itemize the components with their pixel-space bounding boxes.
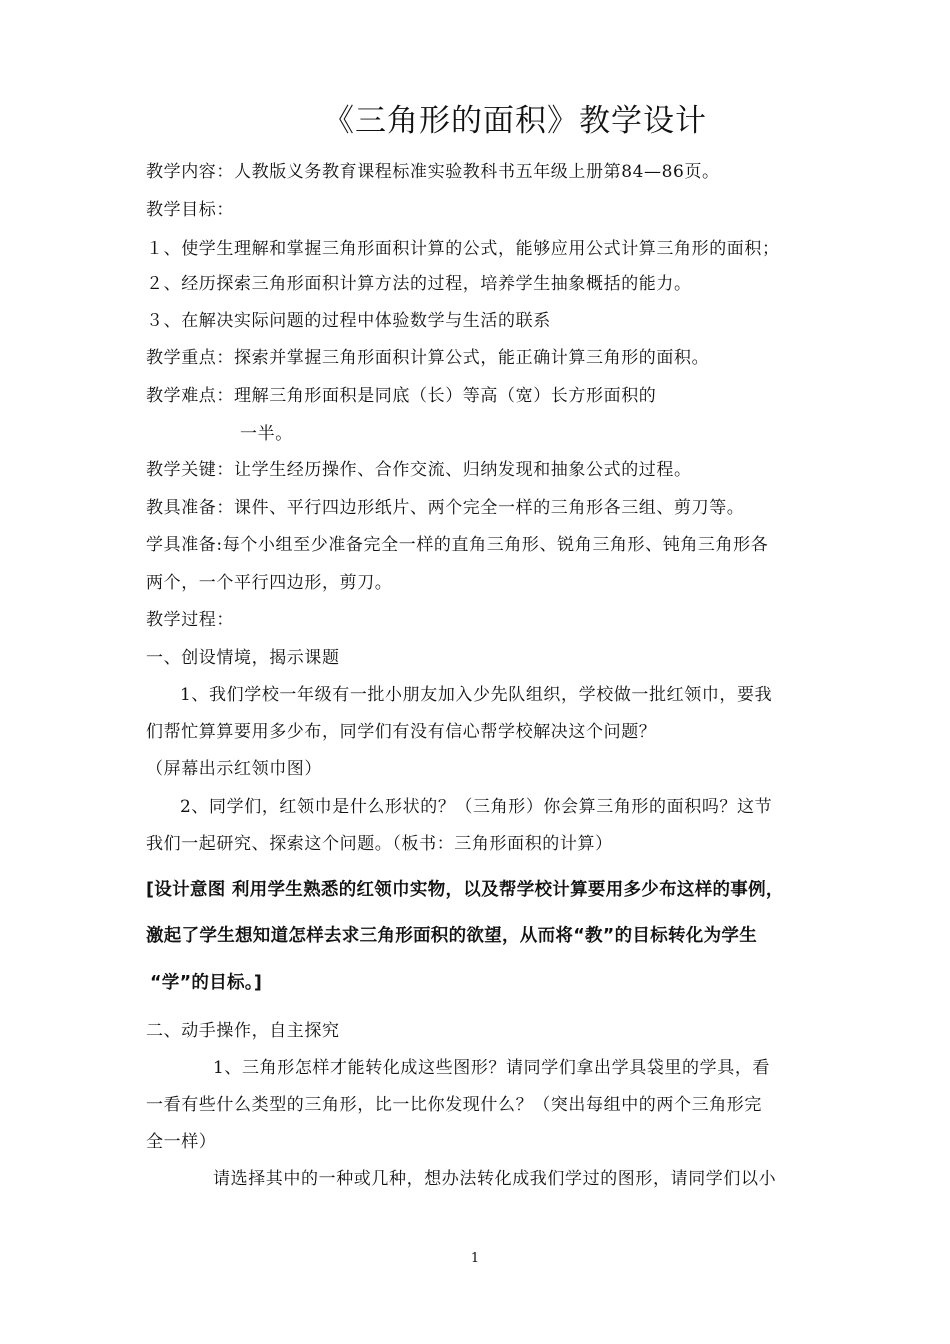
student-materials-continued: 两个，一个平行四边形，剪刀。 [146,573,393,593]
document-title: 《三角形的面积》教学设计 [323,103,707,139]
student-materials: 学具准备:每个小组至少准备完全一样的直角三角形、锐角三角形、钝角三角形各 [146,535,769,555]
difficulty: 教学难点：理解三角形面积是同底（长）等高（宽）长方形面积的 [146,386,657,406]
design-intent-line-1: [设计意图 利用学生熟悉的红领巾实物，以及帮学校计算要用多少布这样的事例， [146,880,784,900]
paragraph-2-line-1: 2、同学们，红领巾是什么形状的？（三角形）你会算三角形的面积吗？这节 [180,797,773,817]
objectives-heading: 教学目标： [146,200,234,220]
paragraph-3-line-1: 1、三角形怎样才能转化成这些图形？请同学们拿出学具袋里的学具，看 [213,1058,771,1078]
teaching-key: 教学关键：让学生经历操作、合作交流、归纳发现和抽象公式的过程。 [146,460,692,480]
teaching-content: 教学内容：人教版义务教育课程标准实验教科书五年级上册第84—86页。 [146,162,720,182]
paragraph-3-line-3: 全一样） [146,1132,217,1152]
paragraph-1-line-2: 们帮忙算算要用多少布，同学们有没有信心帮学校解决这个问题？ [146,722,657,742]
objective-3: ３、在解决实际问题的过程中体验数学与生活的联系 [146,311,551,331]
process-heading: 教学过程： [146,610,234,630]
paragraph-2-line-2: 我们一起研究、探索这个问题。（板书：三角形面积的计算） [146,834,613,854]
screen-note: （屏幕出示红领巾图） [146,759,322,779]
objective-1: １、使学生理解和掌握三角形面积计算的公式，能够应用公式计算三角形的面积； [146,239,780,259]
difficulty-continued: 一半。 [240,424,293,444]
paragraph-4-line-1: 请选择其中的一种或几种，想办法转化成我们学过的图形，请同学们以小 [213,1169,777,1189]
objective-2: ２、经历探索三角形面积计算方法的过程，培养学生抽象概括的能力。 [146,274,692,294]
design-intent-line-3: “学”的目标。] [150,973,263,993]
section-1-heading: 一、创设情境，揭示课题 [146,648,340,668]
section-2-heading: 二、动手操作，自主探究 [146,1021,340,1041]
paragraph-3-line-2: 一看有些什么类型的三角形，比一比你发现什么？（突出每组中的两个三角形完 [146,1095,762,1115]
paragraph-1-line-1: 1、我们学校一年级有一批小朋友加入少先队组织，学校做一批红领巾，要我 [180,685,773,705]
key-point: 教学重点：探索并掌握三角形面积计算公式，能正确计算三角形的面积。 [146,348,710,368]
design-intent-line-2: 激起了学生想知道怎样去求三角形面积的欲望，从而将“教”的目标转化为学生 [146,926,757,946]
teacher-materials: 教具准备：课件、平行四边形纸片、两个完全一样的三角形各三组、剪刀等。 [146,498,745,518]
page-number: 1 [470,1251,480,1266]
